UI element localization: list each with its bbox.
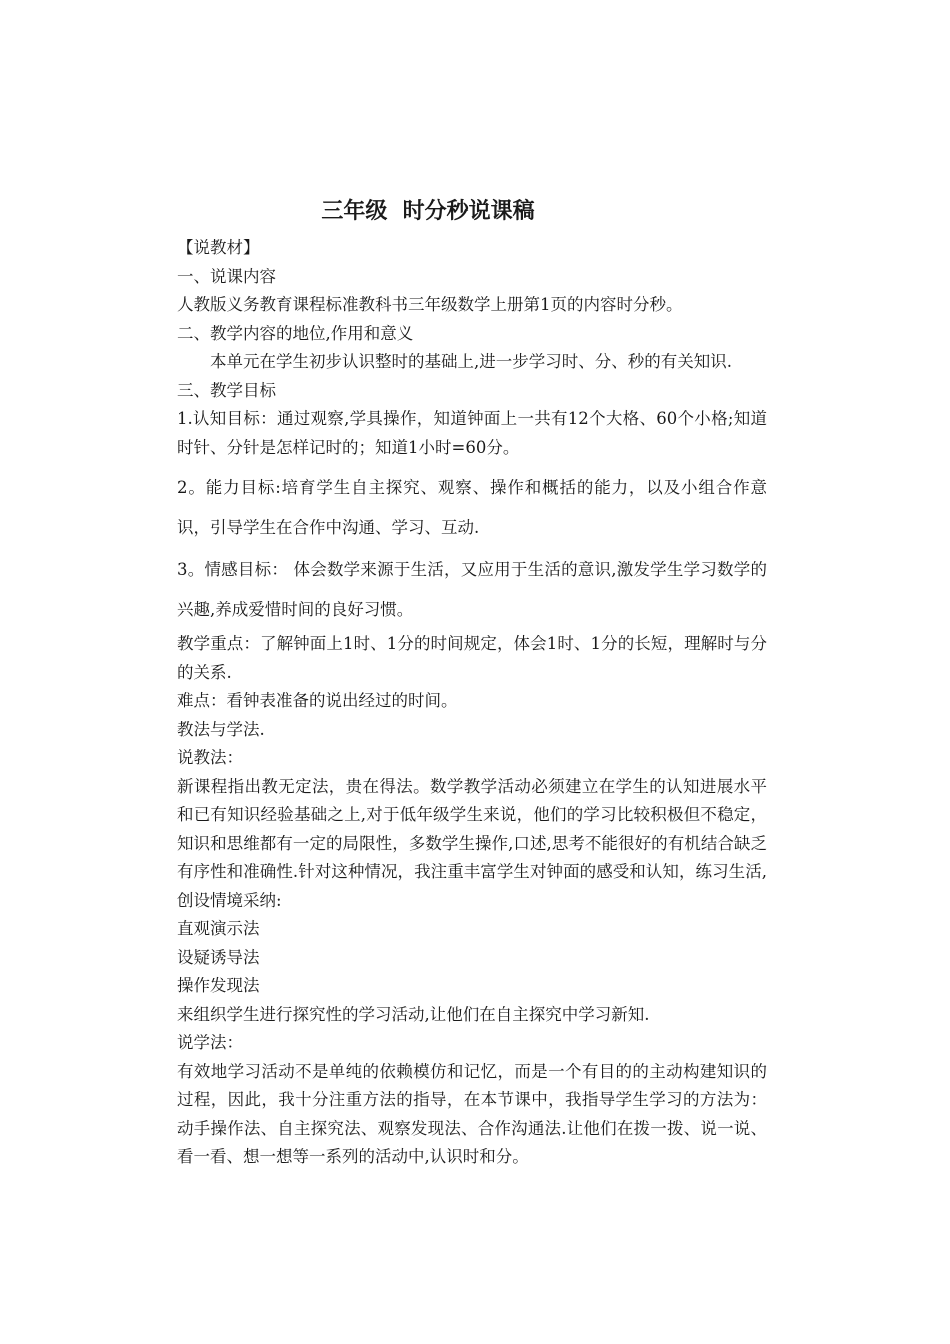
paragraph-key-points: 教学重点：了解钟面上1时、1分的时间规定，体会1时、1分的长短，理解时与分的关系. bbox=[177, 634, 767, 682]
paragraph-methods-heading: 教法与学法. bbox=[177, 719, 265, 739]
document-title: 三年级 时分秒说课稿 bbox=[321, 199, 535, 224]
paragraph-content: 人教版义务教育课程标准教科书三年级数学上册第1页的内容时分秒。 bbox=[177, 295, 683, 314]
section-heading-position: 二、教学内容的地位,作用和意义 bbox=[177, 323, 414, 343]
paragraph-emotion-goal: 3。情感目标： 体会数学来源于生活，又应用于生活的意识,激发学生学习数学的兴趣,养成爱惜时间的良好习惯。 bbox=[177, 560, 767, 619]
list-item-method: 操作发现法 bbox=[177, 976, 260, 995]
paragraph-ability-goal: 2。能力目标:培育学生自主探究、观察、操作和概括的能力，以及小组合作意识，引导学生在合作中沟通、学习、互动. bbox=[177, 478, 767, 537]
section-heading-textbook: 【说教材】 bbox=[177, 238, 260, 257]
paragraph-cognitive-goal: 1.认知目标：通过观察,学具操作，知道钟面上一共有12个大格、60个小格;知道时针、分针是怎样记时的；知道1小时=60分。 bbox=[177, 409, 767, 457]
list-item-method: 设疑诱导法 bbox=[177, 947, 260, 967]
section-heading-objectives: 三、教学目标 bbox=[177, 380, 276, 400]
paragraph-organize: 来组织学生进行探究性的学习活动,让他们在自主探究中学习新知. bbox=[177, 1004, 650, 1024]
paragraph-difficulty: 难点：看钟表准备的说出经过的时间。 bbox=[177, 691, 458, 710]
paragraph-teaching-method-heading: 说教法： bbox=[177, 748, 243, 767]
section-heading-content: 一、说课内容 bbox=[177, 266, 276, 286]
paragraph-position: 本单元在学生初步认识整时的基础上,进一步学习时、分、秒的有关知识. bbox=[210, 352, 732, 371]
paragraph-teaching-method: 新课程指出教无定法，贵在得法。数学教学活动必须建立在学生的认知进展水平和已有知识经验基础之上,对于低年级学生来说，他们的学习比较积极但不稳定，知识和思维都有一定的局限性，多数学生操作,口述,思考不能很好的有机结合缺乏有序性和准确性.针对这种情况，我注重丰富学生对钟面的感受和认知，练习生活,创设情境采纳: bbox=[177, 776, 767, 910]
paragraph-learning-method: 有效地学习活动不是单纯的依赖模仿和记忆，而是一个有目的的主动构建知识的过程，因此，我十分注重方法的指导，在本节课中，我指导学生学习的方法为：动手操作法、自主探究法、观察发现法、合作沟通法.让他们在拨一拨、说一说、看一看、想一想等一系列的活动中,认识时和分。 bbox=[177, 1061, 767, 1166]
list-item-method: 直观演示法 bbox=[177, 919, 260, 938]
paragraph-learning-method-heading: 说学法： bbox=[177, 1033, 243, 1052]
document-body bbox=[177, 234, 767, 1172]
